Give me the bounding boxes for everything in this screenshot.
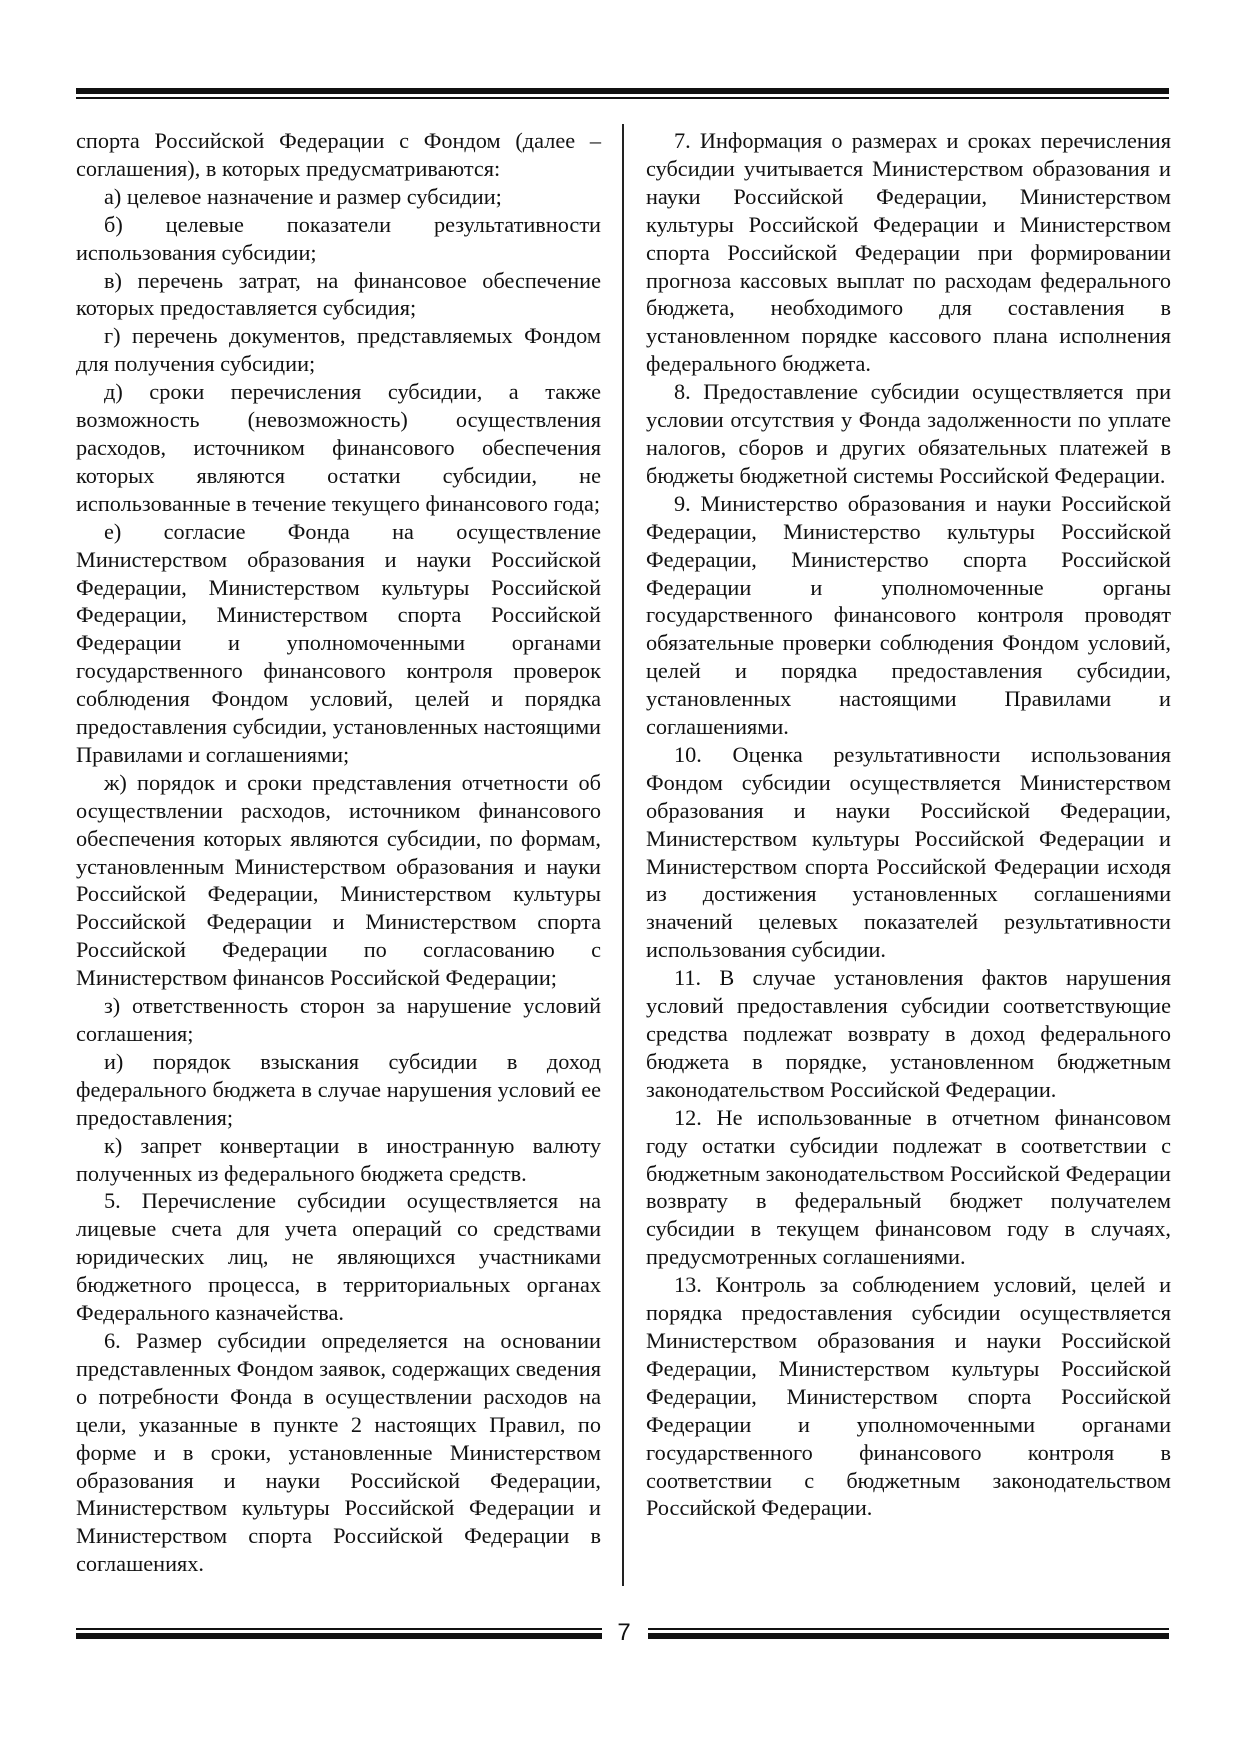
paragraph: 5. Перечисление субсидии осуществляется на лицевые счета для учета операций со средствами юридических лиц, не являющихся участниками бюджетного процесса, в территориальных органах Федерального казначейства. (76, 1188, 601, 1326)
top-rule-thin-line (76, 97, 1169, 99)
paragraph: д) сроки перечисления субсидии, а также возможность (невозможность) осуществления расходов, источником финансового обеспечения которых являются остатки субсидии, не использованные в течение текущего финансового года; (76, 379, 601, 516)
paragraph: 12. Не использованные в отчетном финансовом году остатки субсидии подлежат в соответствии с бюджетным законодательством Российской Федерации возврату в федеральный бюджет получателем субсидии в текущем финансовом году в случаях, предусмотренных соглашениями. (646, 1104, 1171, 1270)
paragraph: и) порядок взыскания субсидии в доход федерального бюджета в случае нарушения условий ее предоставления; (76, 1048, 601, 1130)
bottom-rule-left (76, 1628, 602, 1639)
paragraph: спорта Российской Федерации с Фондом (далее – соглашения), в которых предусматриваются: (76, 128, 601, 181)
right-column (646, 127, 1171, 1522)
paragraph: 7. Информация о размерах и сроках перечисления субсидии учитывается Министерством образования и науки Российской Федерации, Министерством культуры Российской Федерации и Министерством спорта Российской Федерации при формировании прогноза кассовых выплат по расходам федерального бюджета, необходимого для составления в установленном порядке кассового плана исполнения федерального бюджета. (646, 128, 1171, 377)
paragraph: 10. Оценка результативности использования Фондом субсидии осуществляется Министерством образования и науки Российской Федерации, Министерством культуры Российской Федерации и Министерством спорта Российской Федерации исходя из достижения установленных соглашениями значений целевых показателей результативности использования субсидии. (646, 741, 1171, 963)
paragraph: 13. Контроль за соблюдением условий, целей и порядка предоставления субсидии осуществляется Министерством образования и науки Российской Федерации, Министерством культуры Российской Федерации, Министерством спорта Российской Федерации и уполномоченными органами государственного финансового контроля в соответствии с бюджетным законодательством Российской Федерации. (646, 1272, 1171, 1521)
paragraph: ж) порядок и сроки представления отчетности об осуществлении расходов, источником финансового обеспечения которых являются субсидии, по формам, установленным Министерством образования и науки Российской Федерации, Министерством культуры Российской Федерации и Министерством спорта Российской Федерации по согласованию с Министерством финансов Российской Федерации; (76, 769, 601, 991)
left-column (76, 127, 601, 1578)
paragraph: в) перечень затрат, на финансовое обеспечение которых предоставляется субсидия; (76, 267, 601, 321)
paragraph: е) согласие Фонда на осуществление Министерством образования и науки Российской Федерации, Министерством культуры Российской Федерации, Министерством спорта Российской Федерации и уполномоченными органами государственного финансового контроля проверок соблюдения Фондом условий, целей и порядка предоставления субсидии, установленных настоящими Правилами и соглашениями; (76, 518, 601, 767)
paragraph: 11. В случае установления фактов нарушения условий предоставления субсидии соответствующие средства подлежат возврату в доход федерального бюджета в порядке, установленном бюджетным законодательством Российской Федерации. (646, 965, 1171, 1102)
paragraph: 9. Министерство образования и науки Российской Федерации, Министерство культуры Российской Федерации, Министерство спорта Российской Федерации и уполномоченные органы государственного финансового контроля проводят обязательные проверки соблюдения Фондом условий, целей и порядка предоставления субсидии, установленных настоящими Правилами и соглашениями. (646, 490, 1171, 740)
paragraph: г) перечень документов, представляемых Фондом для получения субсидии; (76, 323, 601, 377)
column-divider (622, 124, 624, 1586)
bottom-rule-thick-line (648, 1633, 1169, 1639)
paragraph: 6. Размер субсидии определяется на основании представленных Фондом заявок, содержащих сведения о потребности Фонда в осуществлении расходов на цели, указанные в пункте 2 настоящих Правил, по форме и в сроки, установленные Министерством образования и науки Российской Федерации, Министерством культуры Российской Федерации и Министерством спорта Российской Федерации в соглашениях. (76, 1327, 601, 1577)
bottom-rule-thick-line (76, 1633, 602, 1639)
paragraph: з) ответственность сторон за нарушение условий соглашения; (76, 993, 601, 1046)
paragraph: а) целевое назначение и размер субсидии; (104, 183, 502, 209)
paragraph: 8. Предоставление субсидии осуществляется при условии отсутствия у Фонда задолженности по уплате налогов, сборов и других обязательных платежей в бюджеты бюджетной системы Российской Федерации. (646, 379, 1171, 488)
top-rule-thick-line (76, 88, 1169, 94)
paragraph: б) целевые показатели результативности использования субсидии; (76, 211, 601, 265)
top-rule (76, 88, 1169, 99)
bottom-rule-right (648, 1628, 1169, 1639)
paragraph: к) запрет конвертации в иностранную валюту полученных из федерального бюджета средств. (76, 1132, 601, 1186)
bottom-rule-thin-line (76, 1628, 602, 1630)
bottom-rule-thin-line (648, 1628, 1169, 1630)
page-number: 7 (617, 1619, 631, 1646)
